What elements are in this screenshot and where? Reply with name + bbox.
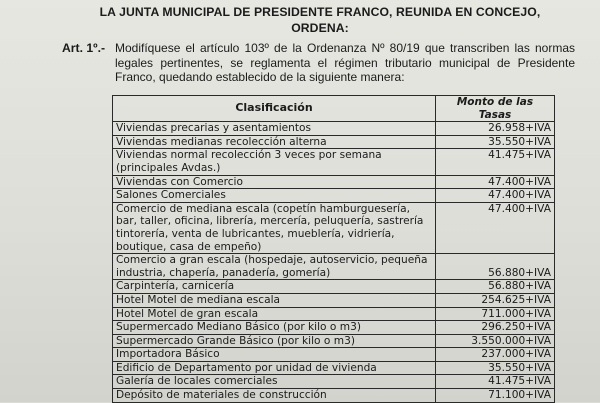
table-row [113, 175, 555, 189]
row-monto: 41.475+IVA [436, 149, 555, 175]
header-monto: Monto de las Tasas [436, 96, 555, 122]
row-clasificacion: Supermercado Grande Básico (por kilo o m3) [113, 334, 436, 348]
row-clasificacion: Viviendas medianas recolección alterna [113, 135, 436, 149]
row-clasificacion: Edificio de Departamento por unidad de vivienda [113, 361, 436, 375]
row-clasificacion: Galería de locales comerciales [113, 375, 436, 389]
row-monto: 26.958+IVA [436, 122, 555, 136]
heading-line-1: LA JUNTA MUNICIPAL DE PRESIDENTE FRANCO, REUNIDA EN CONCEJO, [99, 5, 541, 19]
table-row [113, 348, 555, 362]
table-row [113, 149, 555, 175]
row-clasificacion: Viviendas normal recolección 3 veces por semana (principales Avdas.) [113, 149, 436, 175]
row-monto: 56.880+IVA [436, 280, 555, 294]
row-clasificacion: Carpintería, carnicería [113, 280, 436, 294]
header-clasificacion: Clasificación [113, 96, 436, 122]
row-monto: 56.880+IVA [436, 254, 555, 280]
article-label: Art. 1º.- [62, 41, 106, 55]
table-row [113, 135, 555, 149]
row-monto: 47.400+IVA [436, 175, 555, 189]
row-clasificacion: Hotel Motel de mediana escala [113, 293, 436, 307]
table-row [113, 122, 555, 136]
row-monto: 47.400+IVA [436, 202, 555, 253]
row-monto: 47.400+IVA [436, 189, 555, 203]
row-clasificacion: Comercio a gran escala (hospedaje, autoservicio, pequeña industria, chapería, panadería, gomería) [113, 254, 436, 280]
row-clasificacion: Depósito de materiales de construcción [113, 389, 436, 403]
table-row [113, 293, 555, 307]
table-row [113, 307, 555, 321]
table-row [113, 254, 555, 280]
row-clasificacion: Viviendas con Comercio [113, 175, 436, 189]
table-row [113, 280, 555, 294]
tax-rates-table [112, 95, 555, 403]
table-header-row [113, 96, 555, 122]
table-row [113, 375, 555, 389]
row-monto: 35.550+IVA [436, 135, 555, 149]
row-monto: 41.475+IVA [436, 375, 555, 389]
row-clasificacion: Comercio de mediana escala (copetín hamburguesería, bar, taller, oficina, librería, mercería, peluquería, sastrería tintorería, venta de lubricantes, mueblería, vidriería, boutique, casa de empeño) [113, 202, 436, 253]
row-clasificacion: Viviendas precarias y asentamientos [113, 122, 436, 136]
table-row [113, 189, 555, 203]
row-clasificacion: Supermercado Mediano Básico (por kilo o m3) [113, 321, 436, 335]
row-monto: 296.250+IVA [436, 321, 555, 335]
article-text: Modifíquese el artículo 103º de la Ordenanza Nº 80/19 que transcriben las normas legales pertinentes, se reglamenta el régimen tributario municipal de Presidente Franco, quedando establecido de la siguiente manera: [115, 41, 575, 84]
row-monto: 711.000+IVA [436, 307, 555, 321]
table-row [113, 321, 555, 335]
row-monto: 237.000+IVA [436, 348, 555, 362]
heading-line-2: ORDENA: [291, 21, 349, 35]
table-row [113, 334, 555, 348]
row-clasificacion: Salones Comerciales [113, 189, 436, 203]
table-row [113, 361, 555, 375]
row-monto: 71.100+IVA [436, 389, 555, 403]
row-monto: 3.550.000+IVA [436, 334, 555, 348]
table-row [113, 202, 555, 253]
row-monto: 35.550+IVA [436, 361, 555, 375]
row-clasificacion: Hotel Motel de gran escala [113, 307, 436, 321]
ordinance-heading [60, 4, 580, 36]
row-clasificacion: Importadora Básico [113, 348, 436, 362]
row-monto: 254.625+IVA [436, 293, 555, 307]
table-row [113, 389, 555, 403]
